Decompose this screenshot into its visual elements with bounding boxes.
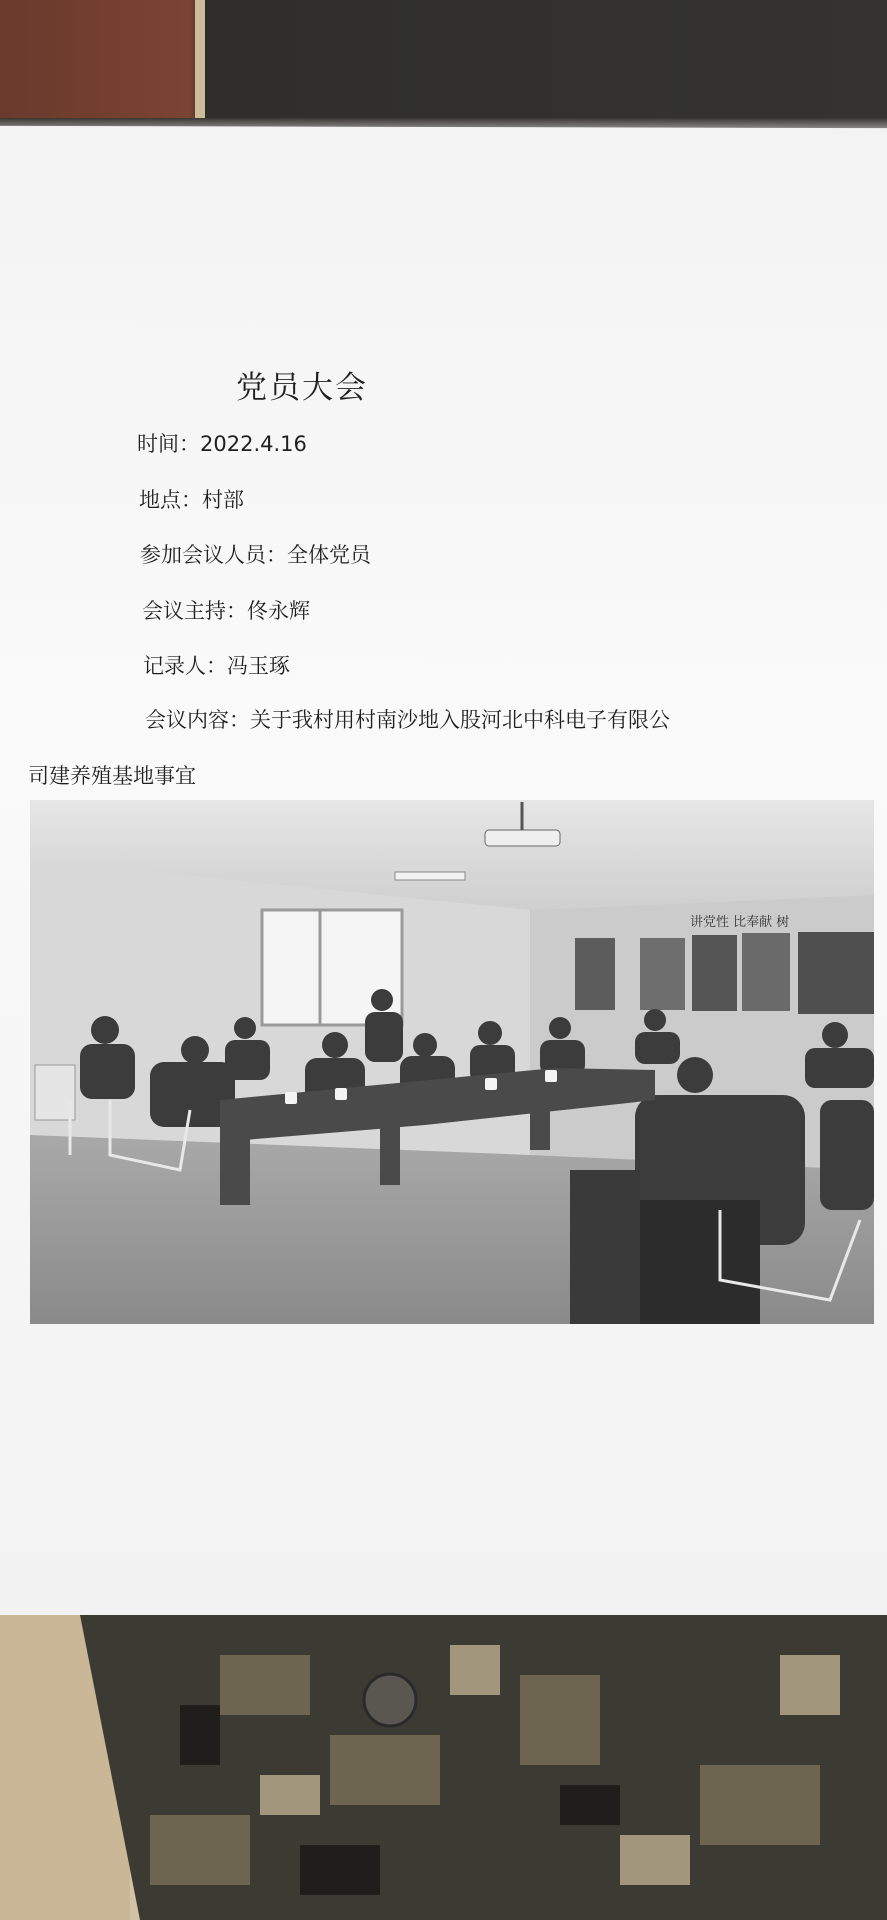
background-book [0,0,887,135]
meeting-photo [30,800,874,1324]
wall-board [692,935,737,1011]
meeting-recorder: 记录人：冯玉琢 [143,654,290,678]
button-snap [364,1674,416,1726]
ceiling-light [395,872,465,880]
wall-banner: 讲党性 比奉献 树 [690,915,790,930]
meeting-content: 会议内容：关于我村用村南沙地入股河北中科电子有限公 [145,708,670,732]
meeting-attendees: 参加会议人员：全体党员 [140,543,371,567]
page-title: 党员大会 [236,370,368,406]
projector [485,830,560,846]
background-camo-cloth [0,1615,887,1920]
meeting-room-illustration [30,800,874,1324]
meeting-content-continued: 司建养殖基地事宜 [28,764,196,788]
wall-board [575,938,615,1010]
meeting-date: 时间：2022.4.16 [137,432,307,456]
meeting-place: 地点：村部 [139,488,244,512]
wall-board [742,933,790,1011]
book-edge [195,0,205,130]
wall-board [798,932,874,1014]
wall-board [640,938,685,1010]
camo-pattern [0,1615,887,1920]
meeting-host: 会议主持：佟永辉 [142,599,310,623]
